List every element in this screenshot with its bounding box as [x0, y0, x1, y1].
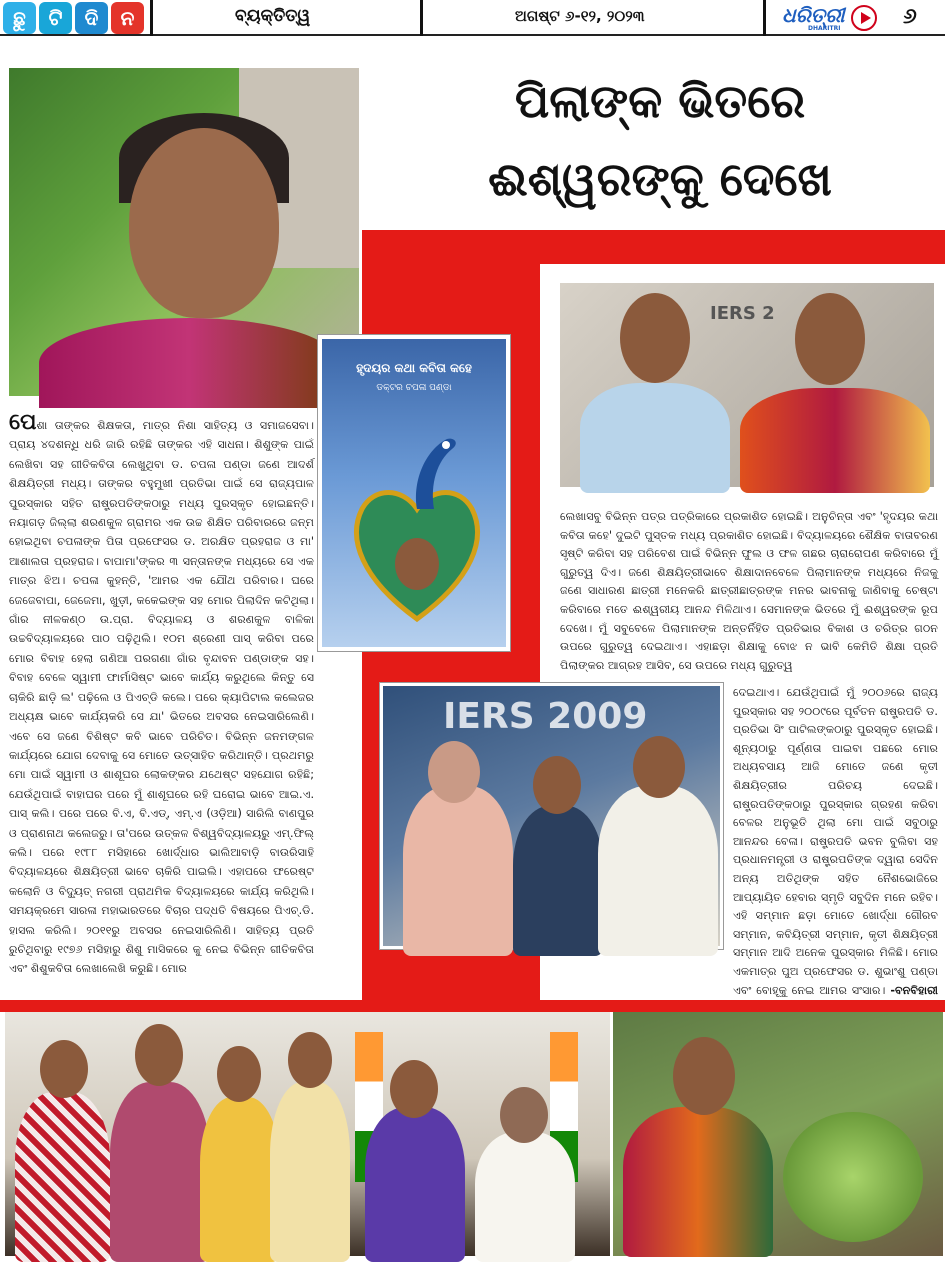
brand-subtitle: DHARITRI: [808, 25, 841, 32]
header-divider: [420, 0, 423, 36]
logo-tile: ଛୁ: [3, 2, 36, 34]
article-body-right-bottom: ଦେଇଥାଏ। ଯେଉଁଥିପାଇଁ ମୁଁ ୨୦୦୬ରେ ରାଜ୍ୟ ପୁରସ୍କାର ସହ ୨୦୦୯ରେ ପୂର୍ବତନ ରାଷ୍ଟ୍ରପତି ଡ. ପ୍ରତିଭା ସିଂ ପାଟିଲଙ୍କଠାରୁ ପୁରସ୍କୃତ ହୋଇଛି। ଶୂନ୍ୟଠାରୁ ପୂର୍ଣ୍ଣତା ପାଇବା ପଛରେ ମୋର ଅଧ୍ୟବସାୟ ଆଜି ମୋତେ ଜଣେ କୃତୀ ଶିକ୍ଷୟିତ୍ରୀର ପରିଚୟ ଦେଇଛି। ରାଷ୍ଟ୍ରପତିଙ୍କଠାରୁ ପୁରସ୍କାର ଗ୍ରହଣ କରିବା ବେଳର ଅନୁଭୂତି ଥିଲା ମୋ ପାଇଁ ସବୁଠାରୁ ଆନନ୍ଦର ବେଳା। ରାଷ୍ଟ୍ରପତି ଭବନ ବୁଲିବା ସହ ପ୍ରଧାନମନ୍ତ୍ରୀ ଓ ରାଷ୍ଟ୍ରପତିଙ୍କ ଦ୍ୱାରା ସେଦିନ ଅନ୍ୟ ଅତିଥିଙ୍କ ସହିତ ନୈଶଭୋଜିରେ ଆପ୍ୟାୟିତ ହେବାର ସ୍ମୃତି ସବୁଦିନ ମନେ ରହିବ। ଏହି ସମ୍ମାନ ଛଡ଼ା ମୋତେ ଖୋର୍ଦ୍ଧା ଗୌରବ ସମ୍ମାନ, କବିୟିତ୍ରୀ ସମ୍ମାନ, କୃତୀ ଶିକ୍ଷୟିତ୍ରୀ ସମ୍ମାନ ଆଦି ଅନେକ ପୁରସ୍କାର ମିଳିଛି। ମୋର ଏକମାତ୍ର ପୁଅ ପ୍ରଫେସର ଡ. ଶୁଭାଂଶୁ ପଣ୍ଡା ଏବଂ ବୋହୂକୁ ନେଇ ଆମର ସଂସାର।: [733, 686, 938, 997]
logo-tile: ନ: [111, 2, 144, 34]
award-ceremony-photo: [380, 683, 723, 949]
couple-photo: [560, 283, 934, 487]
couple-photo-banner: IERS 2: [710, 303, 775, 324]
gardening-photo: [613, 1012, 943, 1256]
publication-logo: [3, 2, 144, 34]
book-release-photo: [5, 1012, 610, 1256]
article-body-left: ଶା ତାଙ୍କର ଶିକ୍ଷକତା, ମାତ୍ର ନିଶା ସାହିତ୍ୟ ଓ ସମାଜସେବା। ପ୍ରାୟ ୪ଦଶନ୍ଧି ଧରି ଜାରି ରହିଛି ତାଙ୍କର ଏହି ସାଧନା। ଶିଶୁଙ୍କ ପାଇଁ ଲେଖିବା ସହ ଗୀତିକବିତା ଲେଖୁଥିବା ଡ. ଚପଳା ପଣ୍ଡା ଜଣେ ଆଦର୍ଶ ଶିକ୍ଷୟିତ୍ରୀ ମଧ୍ୟ। ତାଙ୍କର ବହୁମୁଖୀ ପ୍ରତିଭା ପାଇଁ ସେ ରାଜ୍ୟପାଳ ପୁରସ୍କାର ସହିତ ରାଷ୍ଟ୍ରପତିଙ୍କଠାରୁ ମଧ୍ୟ ପୁରସ୍କୃତ ହୋଇଛନ୍ତି। ନୟାଗଡ଼ ଜିଲ୍ଲା ଶରଣକୁଳ ଗ୍ରାମର ଏକ ଉଚ୍ଚ ଶିକ୍ଷିତ ପରିବାରରେ ଜନ୍ମ ହୋଇଥିବା ଚପଳାଙ୍କ ପିତା ପ୍ରଫେସର ଡ. ଅରକ୍ଷିତ ପ୍ରହରାଜ ଓ ମା' ଆଶାଲତା ପ୍ରହରାଜ। ବାପାମା'ଙ୍କର ୩ ସନ୍ତାନଙ୍କ ମଧ୍ୟରେ ସେ ଏକ ମାତ୍ର ଝିଅ। ଚପଳା କୁହନ୍ତି, 'ଆମର ଏକ ଯୌଥ ପରିବାର। ଘରେ ଜେଜେବାପା, ଜେଜେମା, ଖୁଡ଼ୀ, କକେଇଙ୍କ ସହ ମୋର ପିଲାଦିନ କଟିଥିଲା। ଗାଁର ନୀଳକଣ୍ଠ ଉ.ପ୍ରା. ବିଦ୍ୟାଳୟ ଓ ଶରଣକୁଳ ବାଳିକା ଉଚ୍ଚବିଦ୍ୟାଳୟରେ ପାଠ ପଢ଼ିଥିଲି। ୧୦ମ ଶ୍ରେଣୀ ପାସ୍ କରିବା ପରେ ମୋର ବିବାହ ହେଲା ଗଣିଆ ପରଗଣା ଗାଁର ବୃନ୍ଦାବନ ପଣ୍ଡାଙ୍କ ସହ। ବିବାହ ବେଳେ ସ୍ୱାମୀ ଫାର୍ମାସିଷ୍ଟ ଭାବେ କାର୍ଯ୍ୟ କରୁଥିଲେ କିନ୍ତୁ ସେ ଚାକିରି ଛାଡ଼ି ଲ' ପଢ଼ିଲେ ଓ ପିଏଚ୍‌ଡି କଲେ। ପରେ କ୍ୟାପିଟାଲ କଲେଜର ଅଧ୍ୟକ୍ଷ ଭାବେ କାର୍ଯ୍ୟକରି ସେ ଯା' ଭିତରେ ଅବସର ନେଇସାରିଲେଣି। ଏବେ ସେ ଜଣେ ବିଶିଷ୍ଟ କବି ଭାବେ ପରିଚିତ। ବିଭିନ୍ନ ଜନମଙ୍ଗଳ କାର୍ଯ୍ୟରେ ଯୋଗ ଦେବାକୁ ସେ ମୋତେ ଉତ୍ସାହିତ କରିଥାନ୍ତି। ପ୍ରଥମରୁ ମୋ ପାଇଁ ସ୍ୱାମୀ ଓ ଶାଶୂଘର ଲୋକଙ୍କର ଯଥେଷ୍ଟ ସହଯୋଗ ରହିଛି; ଯେଉଁଥିପାଇଁ ବାହାଘର ପରେ ମୁଁ ଶାଶୂଘରେ ରହି ଘରୋଇ ଭାବେ ଆଇ.ଏ. ପାସ୍ କଲି। ପରେ ପରେ ବି.ଏ, ବି.ଏଡ୍, ଏମ୍.ଏ (ଓଡ଼ିଆ) ସାରିଲି ବାଣପୁର ଓ ପ୍ରାଣନାଥ କଲେଜରୁ। ତା'ପରେ ଉତ୍କଳ ବିଶ୍ୱବିଦ୍ୟାଳୟରୁ ଏମ୍.ଫିଲ୍ କଲି। ପରେ ୧୯୮୮ ମସିହାରେ ଖୋର୍ଦ୍ଧାର ଭାଲିଆବାଡ଼ି ବାଉରିସାହି ବିଦ୍ୟାଳୟରେ ଶିକ୍ଷୟିତ୍ରୀ ଭାବେ ଚାକିରି ପାଇଲି। ଏହାପରେ ଫରେଷ୍ଟ କଲୋନି ଓ ବିଦ୍ୟୁତ୍ ନଗରୀ ପ୍ରାଥମିକ ବିଦ୍ୟାଳୟରେ କାର୍ଯ୍ୟ କରିଥିଲି। ସମୟକ୍ରମେ ସାରଳା ମହାଭାରତରେ ବିଚାର ପଦ୍ଧତି ବିଷୟରେ ପିଏଚ୍.ଡି. ହାସଲ କରିଲି। ୨୦୧୧ରୁ ଅବସର ନେଇସାରିଲିଣି। ସାହିତ୍ୟ ପ୍ରତି ରୁଚିଥିବାରୁ ୧୯୭୬ ମସିହାରୁ ଶିଶୁ ମାସିକରେ କୁ ନେଇ ବିଭିନ୍ନ ଗୀତିକବିତା ଏବଂ ଶିଶୁକବିତା ଲେଖାଲେଖି କରୁଛି। ମୋର: [9, 419, 314, 976]
page-number: ୬: [903, 4, 917, 29]
article-column-right-bottom: [733, 684, 938, 997]
brand-logo: ଧରିତ୍ରୀ: [782, 3, 845, 27]
bottom-accent-band: [0, 1000, 945, 1012]
header-divider: [763, 0, 766, 36]
book-author: ଡକ୍ଟର ଚପଳା ପଣ୍ଡା: [376, 383, 452, 393]
headline-line-1: ପିଲାଙ୍କ ଭିତରେ: [514, 74, 806, 128]
book-title: ହୃଦୟର କଥା କବିତା କହେ: [356, 361, 472, 375]
headline: [380, 62, 940, 218]
article-byline: -ବନବିହାରୀ: [890, 983, 938, 997]
header-divider: [150, 0, 153, 36]
award-banner: IERS 2009: [443, 696, 648, 737]
peacock-heart-icon: [342, 429, 492, 629]
book-cover-image: [318, 335, 510, 651]
play-icon: [851, 5, 877, 31]
section-title: ବ୍ୟକ୍ତିତ୍ୱ: [235, 6, 311, 26]
issue-date: ଅଗଷ୍ଟ ୬-୧୨, ୨୦୨୩: [515, 7, 645, 25]
page-header: [0, 0, 945, 36]
logo-tile: ଟି: [39, 2, 72, 34]
portrait-photo: [9, 68, 359, 396]
article-column-left: [9, 410, 314, 994]
article-column-right-top: ଲେଖାସବୁ ବିଭିନ୍ନ ପତ୍ର ପତ୍ରିକାରେ ପ୍ରକାଶିତ ହୋଇଛି। ଅନୁଚିନ୍ତା ଏବଂ 'ହୃଦୟର କଥା କବିତା କହେ' ଦୁଇଟି ପୁସ୍ତକ ମଧ୍ୟ ପ୍ରକାଶିତ ହୋଇଛି। ବିଦ୍ୟାଳୟରେ ଶୈକ୍ଷିକ ବାତାବରଣ ସୃଷ୍ଟି କରିବା ସହ ପରିବେଶ ପାଇଁ ବିଭିନ୍ନ ଫୁଲ ଓ ଫଳ ଗଛର ଚାରାରୋପଣ କରିବାରେ ମୁଁ ଗୁରୁତ୍ୱ ଦିଏ। ଜଣେ ଶିକ୍ଷୟିତ୍ରୀଭାବେ ଶିକ୍ଷାଦାନବେଳେ ପିଲାମାନଙ୍କ ମଧ୍ୟରେ ନିଜକୁ ଜଣେ ସାଧାରଣ ଛାତ୍ରୀ ମନେକରି ଛାତ୍ରୀଛାତ୍ରଙ୍କ ମନର ଭାବନାକୁ ଜାଣିବାକୁ ଚେଷ୍ଟା କରିବାରେ ମତେ ଈଶ୍ୱରୀୟ ଆନନ୍ଦ ମିଳିଥାଏ। ସେମାନଙ୍କ ଭିତରେ ମୁଁ ଈଶ୍ୱରଙ୍କ ରୂପ ଦେଖେ। ମୁଁ ସବୁବେଳେ ପିଲାମାନଙ୍କ ଅନ୍ତର୍ନିହିତ ପ୍ରତିଭାର ବିକାଶ ଓ ଚରିତ୍ର ଗଠନ ଉପରେ ଗୁରୁତ୍ୱ ଦେଇଥାଏ। ଏହାଛଡ଼ା ଶିକ୍ଷାକୁ ବୋଝ ନ ଭାବି କେମିତି ଶିକ୍ଷା ପ୍ରତି ପିଲାଙ୍କର ଆଗ୍ରହ ଆସିବ, ସେ ଉପରେ ମଧ୍ୟ ଗୁରୁତ୍ୱ: [560, 510, 938, 672]
headline-line-2: ଈଶ୍ୱରଙ୍କୁ ଦେଖେ: [488, 152, 832, 206]
article-dropcap: ପେ: [9, 410, 37, 435]
logo-tile: ଦି: [75, 2, 108, 34]
